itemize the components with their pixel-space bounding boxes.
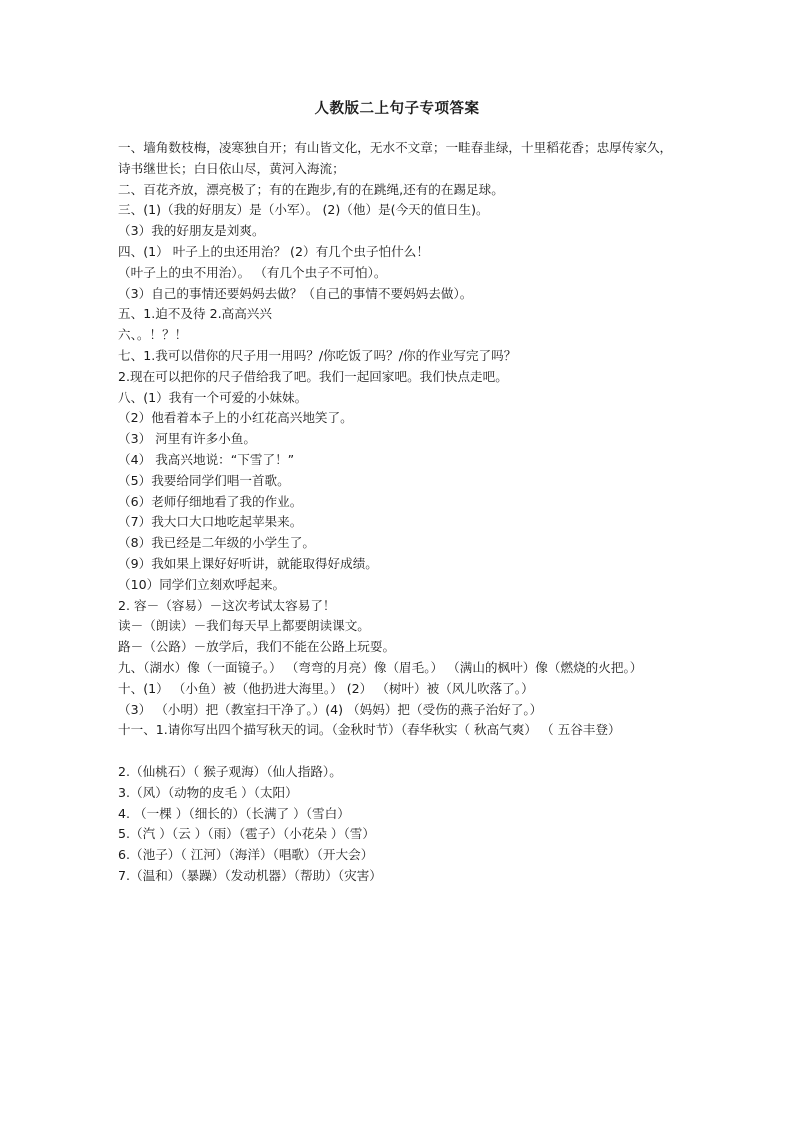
answer-line-10: 七、1.我可以借你的尺子用一用吗？/你吃饭了吗？/你的作业写完了吗？: [118, 347, 517, 363]
answer-line-21: （10）同学们立刻欢呼起来。: [118, 576, 286, 592]
answer-line-5: 四、(1） 叶子上的虫还用治？ (2）有几个虫子怕什么！: [118, 243, 429, 259]
answer-line-32: 5.（汽 ）（云 ）（雨）（雹子）（小花朵 ）（雪）: [118, 826, 375, 842]
answer-line-3: 三、(1)（我的好朋友）是（小军）。 (2)（他）是(今天的值日生)。: [118, 202, 489, 218]
answer-line-13: （2）他看着本子上的小红花高兴地笑了。: [118, 410, 353, 426]
answer-line-2: 二、百花齐放，漂亮极了；有的在跑步,有的在跳绳,还有的在踢足球。: [118, 181, 504, 197]
answer-line-25: 九、（湖水）像（一面镜子。） （弯弯的月亮）像（眉毛。） （满山的枫叶）像（燃烧的火把。）: [118, 659, 643, 675]
answer-body: [118, 138, 684, 887]
answer-line-18: （7）我大口大口地吃起苹果来。: [118, 514, 303, 530]
answer-line-12: 八、(1）我有一个可爱的小妹妹。: [118, 389, 308, 405]
answer-line-24: 路－（公路）－放学后，我们不能在公路上玩耍。: [118, 639, 396, 655]
answer-line-30: 3.（风）（动物的皮毛 ）（太阳）: [118, 784, 298, 800]
answer-line-6: （叶子上的虫不用治）。 （有几个虫子不可怕）。: [118, 264, 387, 280]
answer-line-34: 7.（温和）（暴躁）（发动机器）（帮助）（灾害）: [118, 867, 382, 883]
answer-line-27: （3） （小明）把（教室扫干净了。）(4) （妈妈）把（受伤的燕子治好了。）: [118, 701, 543, 717]
answer-line-1: 一、墙角数枝梅，凌寒独自开；有山皆文化，无水不文章；一畦春韭绿，十里稻花香；忠厚传家久，诗书继世长；白日依山尽，黄河入海流；: [118, 140, 673, 176]
answer-line-22: 2. 容－（容易）－这次考试太容易了！: [118, 597, 336, 613]
answer-line-29: 2.（仙桃石）（ 猴子观海）（仙人指路）。: [118, 763, 342, 779]
answer-line-8: 五、1.迫不及待 2.高高兴兴: [118, 306, 272, 322]
blank-line: [118, 741, 684, 762]
answer-line-9: 六、。！？！: [118, 327, 188, 343]
answer-line-28: 十一、1.请你写出四个描写秋天的词。（金秋时节）（春华秋实（ 秋高气爽） （ 五谷丰登）: [118, 722, 621, 738]
answer-line-15: （4） 我高兴地说：“下雪了！”: [118, 451, 295, 467]
answer-line-17: （6）老师仔细地看了我的作业。: [118, 493, 303, 509]
answer-line-16: （5）我要给同学们唱一首歌。: [118, 472, 290, 488]
answer-line-31: 4. （一棵 ）（细长的）（长满了 ）（雪白）: [118, 805, 350, 821]
answer-line-20: （9）我如果上课好好听讲，就能取得好成绩。: [118, 555, 378, 571]
answer-line-33: 6.（池子）（ 江河）（海洋）（唱歌）（开大会）: [118, 847, 374, 863]
answer-line-4: （3）我的好朋友是刘爽。: [118, 223, 265, 239]
page-title: 人教版二上句子专项答案: [314, 101, 480, 117]
answer-line-26: 十、(1） （小鱼）被（他扔进大海里。） (2） （树叶）被（风儿吹落了。）: [118, 680, 534, 696]
answer-line-11: 2.现在可以把你的尺子借给我了吧。我们一起回家吧。我们快点走吧。: [118, 368, 508, 384]
answer-line-14: （3） 河里有许多小鱼。: [118, 431, 256, 447]
answer-line-7: （3）自己的事情还要妈妈去做？（自己的事情不要妈妈去做）。: [118, 285, 473, 301]
answer-line-23: 读－（朗读）－我们每天早上都要朗读课文。: [118, 618, 370, 634]
answer-line-19: （8）我已经是二年级的小学生了。: [118, 535, 315, 551]
